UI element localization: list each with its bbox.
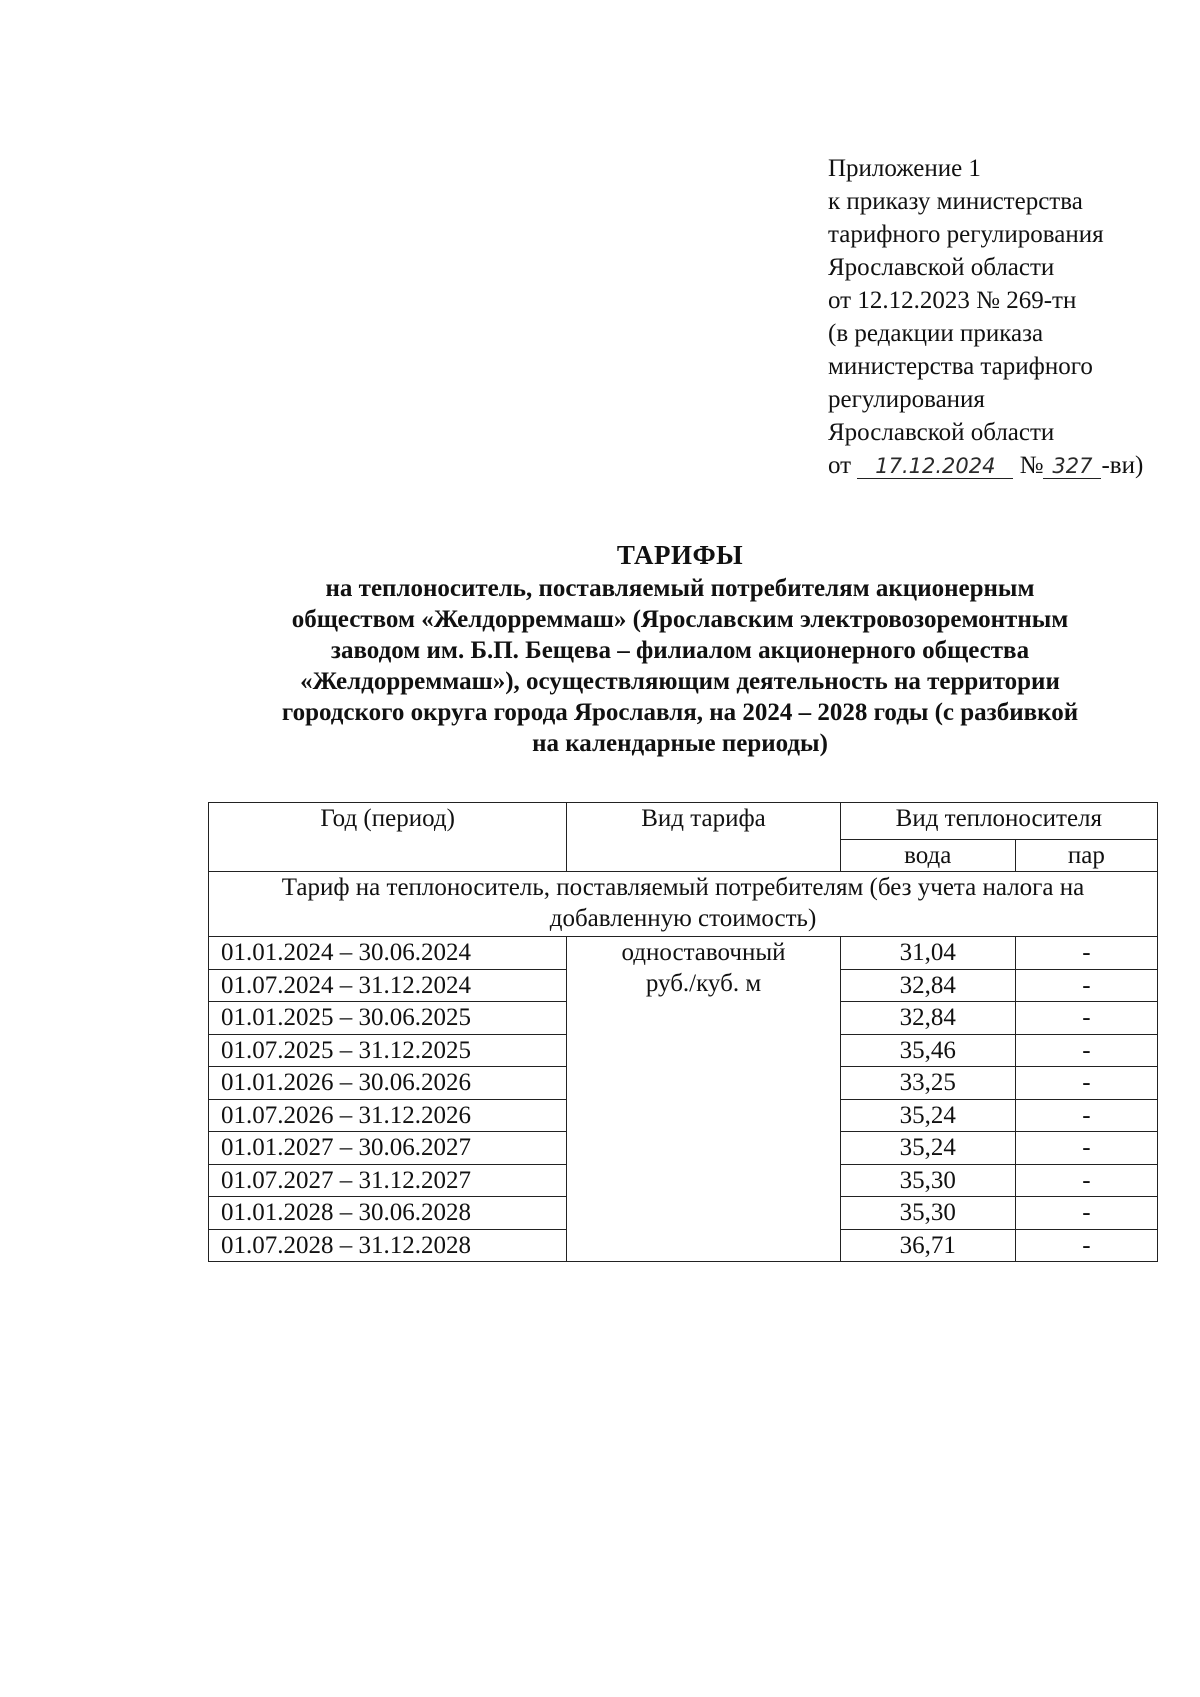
annex-block: [828, 152, 1168, 482]
period-cell: 01.01.2025 – 30.06.2025: [209, 1002, 567, 1035]
heading-line: заводом им. Б.П. Бещева – филиалом акционерного общества: [330, 637, 1030, 664]
steam-tariff-cell: -: [1015, 1067, 1157, 1100]
steam-tariff-cell: -: [1015, 1197, 1157, 1230]
period-cell: 01.01.2026 – 30.06.2026: [209, 1067, 567, 1100]
steam-tariff-cell: -: [1015, 969, 1157, 1002]
water-tariff-cell: 35,24: [840, 1099, 1015, 1132]
header-period: Год (период): [209, 803, 567, 872]
annex-line: министерства тарифного: [828, 353, 1093, 380]
table-row: [209, 937, 1158, 970]
steam-tariff-cell: -: [1015, 1034, 1157, 1067]
steam-tariff-cell: -: [1015, 1132, 1157, 1165]
steam-tariff-cell: -: [1015, 1229, 1157, 1262]
annex-line: от 12.12.2023 № 269-тн: [828, 287, 1077, 314]
water-tariff-cell: 35,30: [840, 1164, 1015, 1197]
water-tariff-cell: 32,84: [840, 969, 1015, 1002]
heading-line: городского округа города Ярославля, на 2024 – 2028 годы (с разбивкой: [281, 699, 1079, 726]
water-tariff-cell: 33,25: [840, 1067, 1015, 1100]
annex-line: Ярославской области: [828, 419, 1055, 446]
period-cell: 01.07.2026 – 31.12.2026: [209, 1099, 567, 1132]
heading-line: «Желдорреммаш»), осуществляющим деятельность на территории: [300, 668, 1060, 695]
heading-line: обществом «Желдорреммаш» (Ярославским электровозоремонтным: [291, 606, 1069, 633]
steam-tariff-cell: -: [1015, 1164, 1157, 1197]
period-cell: 01.07.2024 – 31.12.2024: [209, 969, 567, 1002]
steam-tariff-cell: -: [1015, 937, 1157, 970]
section-title: Тариф на теплоноситель, поставляемый потребителям (без учета налога на добавленную стоимость): [209, 872, 1158, 937]
steam-tariff-cell: -: [1015, 1002, 1157, 1035]
water-tariff-cell: 32,84: [840, 1002, 1015, 1035]
steam-tariff-cell: -: [1015, 1099, 1157, 1132]
annex-line: тарифного регулирования: [828, 221, 1104, 248]
annex-line: регулирования: [828, 386, 985, 413]
period-cell: 01.07.2028 – 31.12.2028: [209, 1229, 567, 1262]
document-heading: [200, 540, 1160, 759]
tariff-kind-type: одноставочный: [621, 939, 786, 966]
annex-line: Ярославской области: [828, 254, 1055, 281]
table-body: [209, 937, 1158, 1262]
period-cell: 01.07.2025 – 31.12.2025: [209, 1034, 567, 1067]
header-carrier-type: Вид теплоносителя: [840, 803, 1157, 840]
header-steam: пар: [1015, 840, 1157, 872]
header-tariff-kind: Вид тарифа: [567, 803, 840, 872]
water-tariff-cell: 35,30: [840, 1197, 1015, 1230]
period-cell: 01.01.2028 – 30.06.2028: [209, 1197, 567, 1230]
water-tariff-cell: 35,24: [840, 1132, 1015, 1165]
annex-suffix: -ви): [1101, 452, 1144, 479]
heading-line: на календарные периоды): [532, 730, 828, 757]
period-cell: 01.01.2024 – 30.06.2024: [209, 937, 567, 970]
water-tariff-cell: 35,46: [840, 1034, 1015, 1067]
handwritten-date: 17.12.2024: [857, 454, 1013, 479]
tariff-kind-cell: [567, 937, 840, 1262]
water-tariff-cell: 31,04: [840, 937, 1015, 970]
header-water: вода: [840, 840, 1015, 872]
annex-amendment-line: [828, 449, 1168, 482]
tariff-table: [208, 802, 1158, 1262]
annex-from-prefix: от: [828, 452, 852, 479]
annex-line: (в редакции приказа: [828, 320, 1044, 347]
table-section-row: [209, 872, 1158, 937]
annex-line: Приложение 1: [828, 155, 981, 182]
annex-line: к приказу министерства: [828, 188, 1083, 215]
period-cell: 01.07.2027 – 31.12.2027: [209, 1164, 567, 1197]
table-header-row: [209, 803, 1158, 840]
handwritten-number: 327: [1043, 454, 1101, 479]
tariff-kind-unit: руб./куб. м: [645, 970, 762, 997]
period-cell: 01.01.2027 – 30.06.2027: [209, 1132, 567, 1165]
number-sign: №: [1019, 452, 1044, 479]
heading-line: на теплоноситель, поставляемый потребителям акционерным: [325, 575, 1035, 602]
document-title: ТАРИФЫ: [616, 540, 744, 570]
water-tariff-cell: 36,71: [840, 1229, 1015, 1262]
